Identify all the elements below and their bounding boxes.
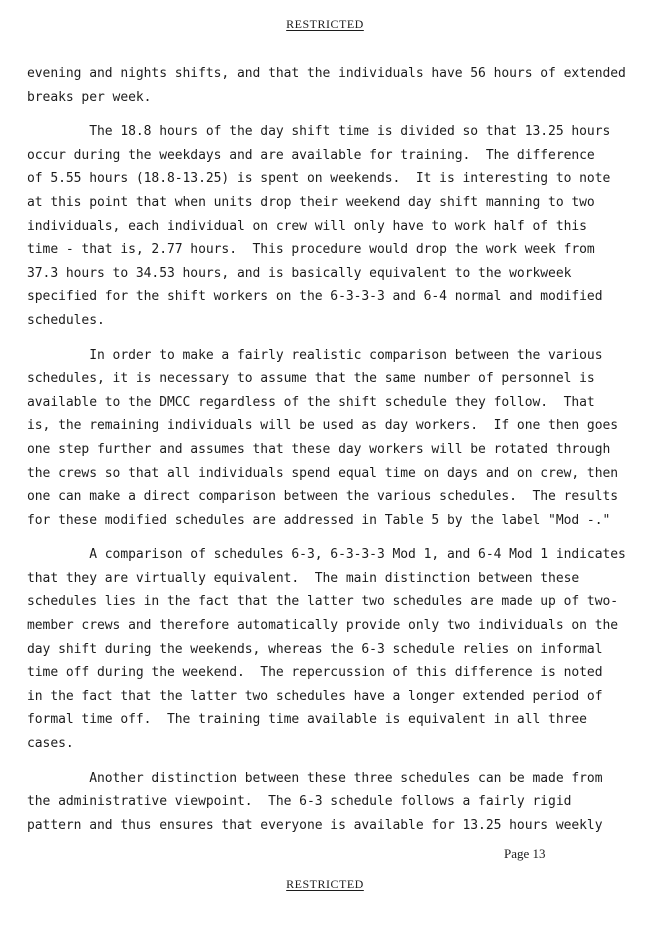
text-line: time - that is, 2.77 hours. This procedure would drop the work week from (27, 242, 595, 258)
text-line: The 18.8 hours of the day shift time is divided so that 13.25 hours (27, 124, 611, 140)
text-line: in the fact that the latter two schedules have a longer extended period of (27, 688, 603, 704)
text-line: breaks per week. (27, 89, 152, 105)
paragraph (27, 62, 637, 109)
text-line: at this point that when units drop their weekend day shift manning to two (27, 194, 595, 210)
text-line: occur during the weekdays and are available for training. The difference (27, 147, 595, 163)
paragraph (27, 344, 637, 533)
text-line: formal time off. The training time available is equivalent in all three (27, 712, 587, 728)
text-line: day shift during the weekends, whereas the 6-3 schedule relies on informal (27, 641, 603, 657)
text-line: schedules. (27, 312, 105, 328)
text-line: the administrative viewpoint. The 6-3 schedule follows a fairly rigid (27, 794, 572, 810)
text-line: specified for the shift workers on the 6-3-3-3 and 6-4 normal and modified (27, 289, 603, 305)
text-line: is, the remaining individuals will be used as day workers. If one then goes (27, 418, 619, 434)
text-line: In order to make a fairly realistic comparison between the various (27, 347, 603, 363)
text-line: one can make a direct comparison between the various schedules. The results (27, 489, 619, 505)
page-number: Page 13 (504, 846, 546, 861)
text-line: the crews so that all individuals spend equal time on days and on crew, then (27, 465, 619, 481)
text-line: cases. (27, 736, 74, 752)
body-text (27, 62, 637, 848)
footer-classification-marking: RESTRICTED (286, 877, 364, 891)
text-line: of 5.55 hours (18.8-13.25) is spent on weekends. It is interesting to note (27, 171, 611, 187)
text-line: individuals, each individual on crew will only have to work half of this (27, 218, 587, 234)
text-line: 37.3 hours to 34.53 hours, and is basically equivalent to the workweek (27, 265, 572, 281)
text-line: one step further and assumes that these day workers will be rotated through (27, 441, 611, 457)
text-line: schedules lies in the fact that the latter two schedules are made up of two- (27, 594, 619, 610)
text-line: Another distinction between these three schedules can be made from (27, 770, 603, 786)
header-classification-marking: RESTRICTED (286, 17, 364, 31)
paragraph (27, 543, 637, 755)
text-line: available to the DMCC regardless of the shift schedule they follow. That (27, 394, 595, 410)
text-line: member crews and therefore automatically provide only two individuals on the (27, 618, 619, 634)
text-line: pattern and thus ensures that everyone is available for 13.25 hours weekly (27, 817, 603, 833)
paragraph (27, 767, 637, 838)
text-line: A comparison of schedules 6-3, 6-3-3-3 Mod 1, and 6-4 Mod 1 indicates (27, 547, 626, 563)
text-line: time off during the weekend. The repercussion of this difference is noted (27, 665, 603, 681)
text-line: evening and nights shifts, and that the individuals have 56 hours of extended (27, 66, 626, 81)
text-line: that they are virtually equivalent. The main distinction between these (27, 570, 580, 586)
paragraph (27, 120, 637, 332)
text-line: schedules, it is necessary to assume that the same number of personnel is (27, 371, 595, 387)
text-line: for these modified schedules are addressed in Table 5 by the label "Mod -." (27, 512, 611, 528)
